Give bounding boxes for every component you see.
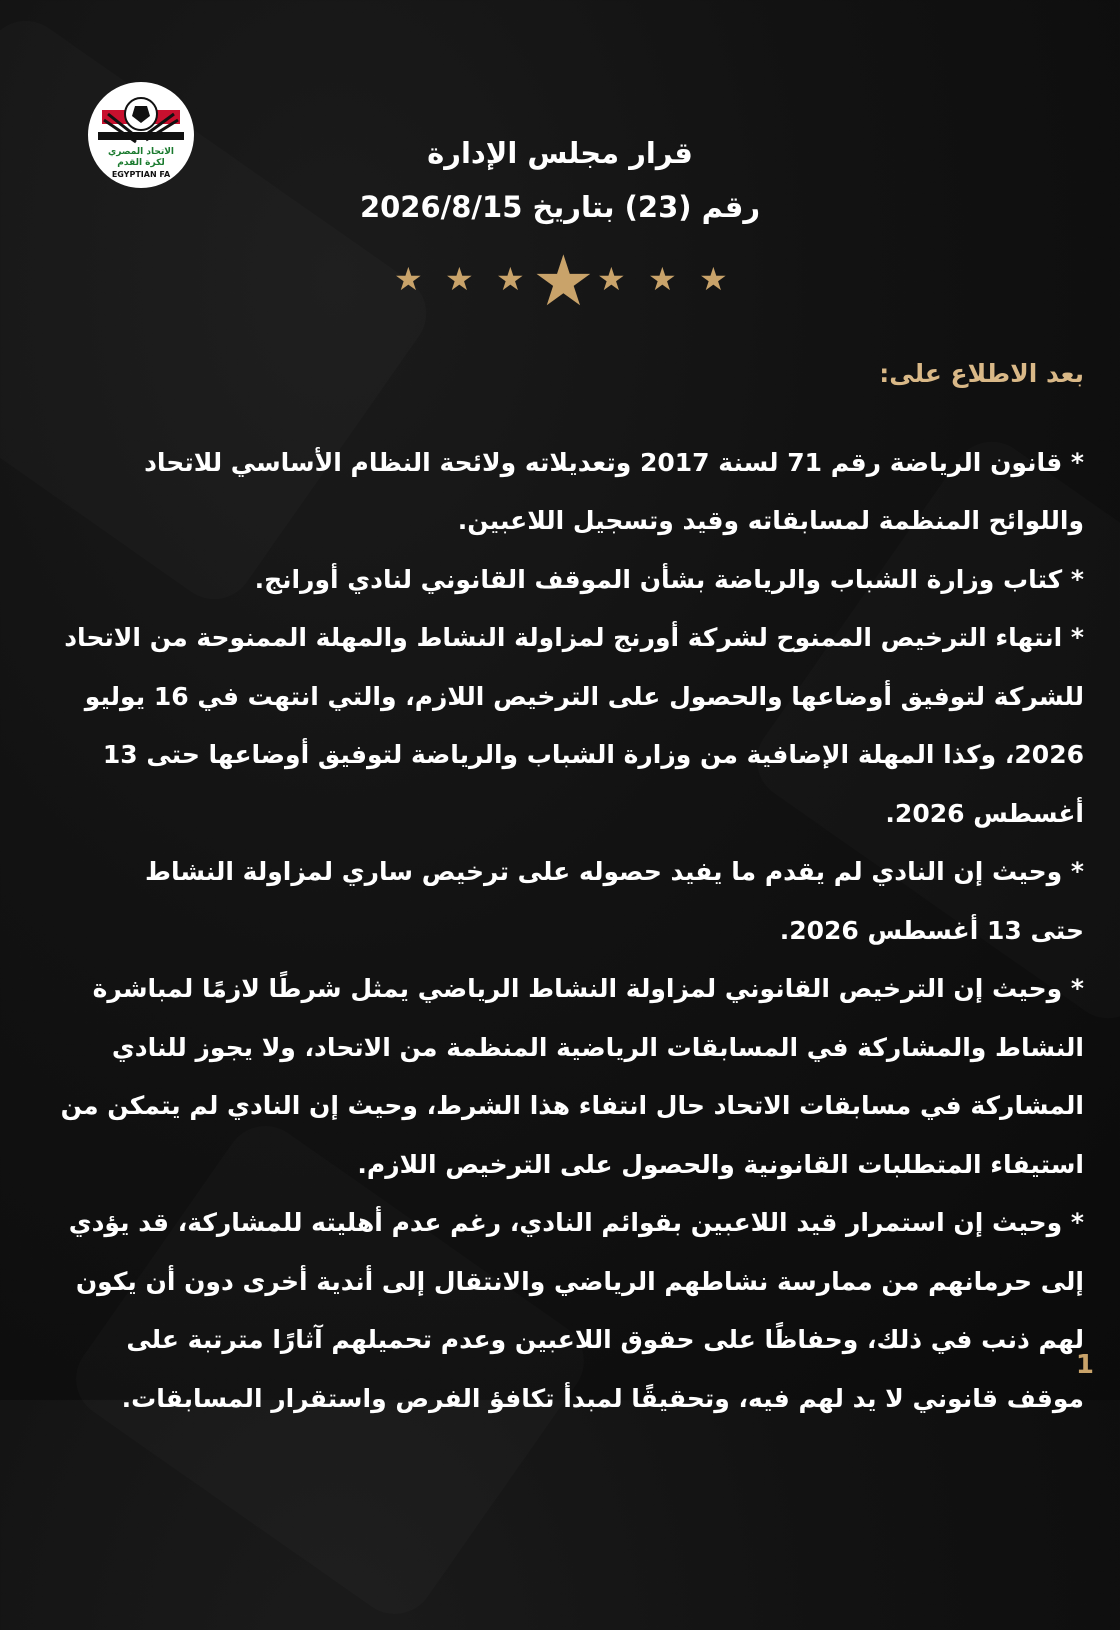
star-icon: ★	[699, 260, 728, 298]
decision-number-date: رقم (23) بتاريخ 2026/8/15	[359, 190, 761, 224]
recital-item: حتى 13 أغسطس 2026.	[779, 915, 1084, 945]
document-body	[50, 345, 1084, 1428]
document-header	[0, 126, 1120, 234]
recital-item: * وحيث إن استمرار قيد اللاعبين بقوائم النادي، رغم عدم أهليته للمشاركة، قد يؤدي إلى حرمانهم من ممارسة نشاطهم الرياضي والانتقال إلى أندية أخرى دون أن يكون لهم ذنب في ذلك، وحفاظًا على حقوق اللاعبين وعدم تحميلهم آثارًا مترتبة على موقف قانوني لا يد لهم فيه، وتحقيقًا لمبدأ تكافؤ الفرص واستقرار المسابقات.	[68, 1208, 1084, 1413]
stars-divider	[0, 240, 1120, 322]
recital-item: * وحيث إن النادي لم يقدم ما يفيد حصوله على ترخيص ساري لمزاولة النشاط	[145, 857, 1084, 886]
svg-text:لكرة القدم: لكرة القدم	[117, 158, 165, 168]
star-icon: ★	[496, 260, 525, 298]
recital-item: * كتاب وزارة الشباب والرياضة بشأن الموقف القانوني لنادي أورانج.	[254, 564, 1084, 594]
star-icon: ★	[648, 260, 677, 298]
recital-item: * انتهاء الترخيص الممنوح لشركة أورنج لمزاولة النشاط والمهلة الممنوحة من الاتحاد للشركة لتوفيق أوضاعها والحصول على الترخيص اللازم، والتي انتهت في 16 يوليو 2026، وكذا المهلة الإضافية من وزارة الشباب والرياضة لتوفيق أوضاعها حتى 13 أغسطس 2026.	[64, 623, 1084, 828]
svg-text:الاتحاد المصري: الاتحاد المصري	[108, 147, 174, 157]
intro-heading: بعد الاطلاع على:	[879, 359, 1084, 388]
star-icon: ★	[532, 240, 595, 322]
recital-item: * وحيث إن الترخيص القانوني لمزاولة النشاط الرياضي يمثل شرطًا لازمًا لمباشرة النشاط والمشاركة في المسابقات الرياضية المنظمة من الاتحاد، ولا يجوز للنادي المشاركة في مسابقات الاتحاد حال انتفاء هذا الشرط، وحيث إن النادي لم يتمكن من استيفاء المتطلبات القانونية والحصول على الترخيص اللازم.	[60, 974, 1084, 1179]
svg-text:EGYPTIAN FA: EGYPTIAN FA	[111, 170, 171, 179]
star-icon: ★	[394, 260, 423, 298]
recital-item: * قانون الرياضة رقم 71 لسنة 2017 وتعديلاته ولائحة النظام الأساسي للاتحاد واللوائح المنظمة لمسابقاته وقيد وتسجيل اللاعبين.	[144, 447, 1084, 535]
page-number: 1	[1075, 1350, 1094, 1380]
star-icon: ★	[597, 260, 626, 298]
document-title: قرار مجلس الإدارة	[427, 136, 693, 170]
star-icon: ★	[445, 260, 474, 298]
